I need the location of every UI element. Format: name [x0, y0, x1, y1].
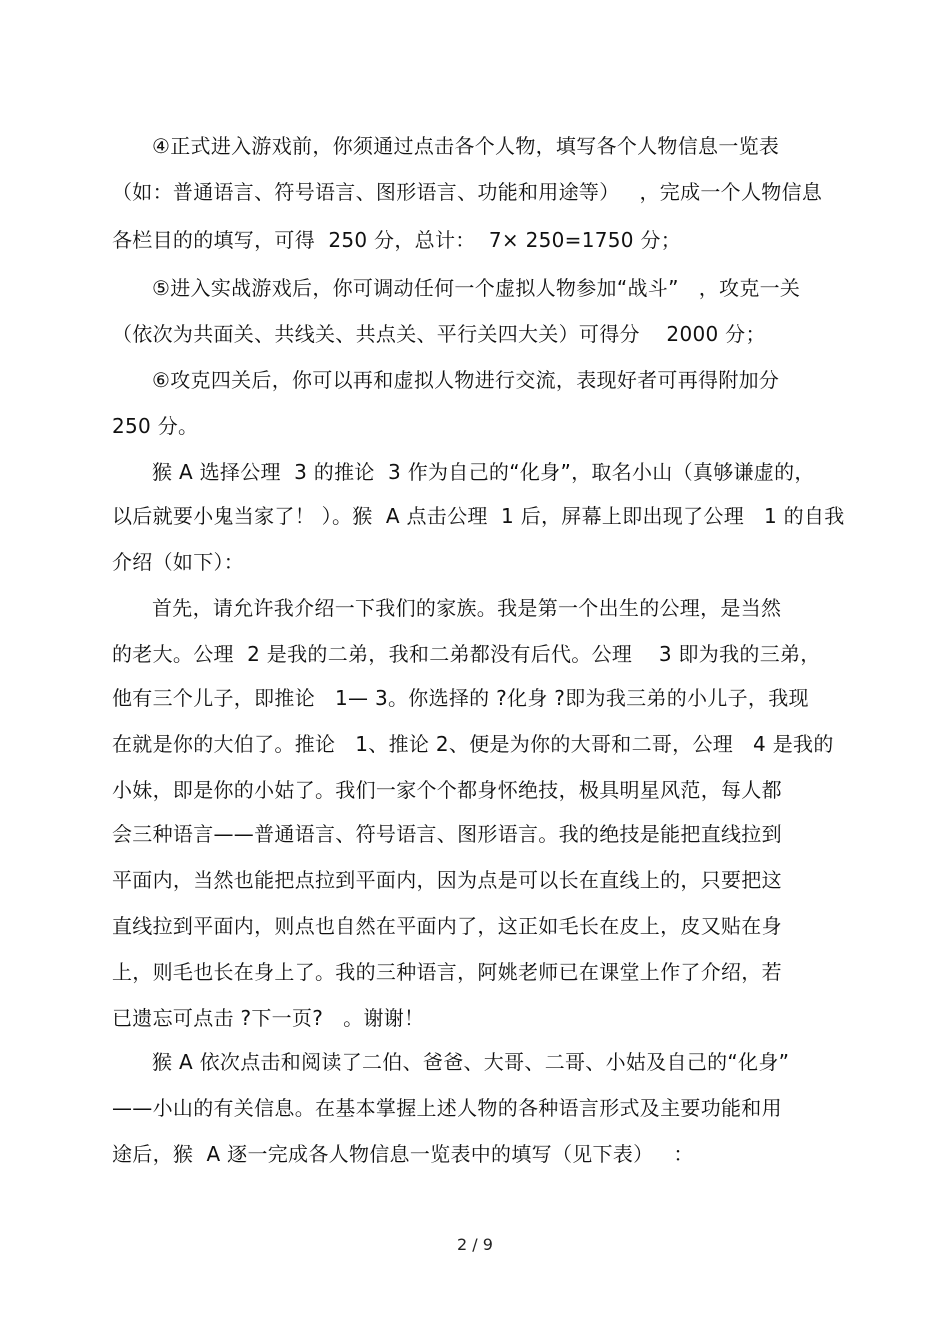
- text-line: 在就是你的大伯了。推论 1、推论 2、便是为你的大哥和二哥，公理 4 是我的: [112, 732, 834, 756]
- text-line: 猴 A 选择公理 3 的推论 3 作为自己的“化身”，取名小山（真够谦虚的，: [152, 460, 815, 484]
- text-line: 介绍（如下）：: [112, 550, 245, 574]
- text-line: 已遗忘可点击 ?下一页? 。谢谢！: [112, 1006, 425, 1030]
- text-line: ⑤进入实战游戏后，你可调动任何一个虚拟人物参加“战斗” ，攻克一关: [152, 276, 801, 300]
- text-line: 小妹，即是你的小姑了。我们一家个个都身怀绝技，极具明星风范，每人都: [112, 778, 782, 802]
- text-line: 250 分。: [112, 414, 199, 438]
- text-line: 平面内，当然也能把点拉到平面内，因为点是可以长在直线上的，只要把这: [112, 868, 782, 892]
- text-line: 直线拉到平面内，则点也自然在平面内了，这正如毛长在皮上，皮又贴在身: [112, 914, 782, 938]
- text-line: ④正式进入游戏前，你须通过点击各个人物，填写各个人物信息一览表: [152, 134, 780, 158]
- text-line: 各栏目的的填写，可得 250 分，总计： 7× 250=1750 分；: [112, 228, 682, 252]
- text-line: （如：普通语言、符号语言、图形语言、功能和用途等） ，完成一个人物信息: [112, 180, 823, 204]
- text-line: 猴 A 依次点击和阅读了二伯、爸爸、大哥、二哥、小姑及自己的“化身”: [152, 1050, 790, 1074]
- text-line: 会三种语言——普通语言、符号语言、图形语言。我的绝技是能把直线拉到: [112, 822, 782, 846]
- text-line: 途后，猴 A 逐一完成各人物信息一览表中的填写（见下表） ：: [112, 1142, 694, 1166]
- text-line: ——小山的有关信息。在基本掌握上述人物的各种语言形式及主要功能和用: [112, 1096, 782, 1120]
- text-line: （依次为共面关、共线关、共点关、平行关四大关）可得分 2000 分；: [112, 322, 766, 346]
- text-line: 他有三个儿子，即推论 1— 3。你选择的 ?化身 ?即为我三弟的小儿子，我现: [112, 686, 809, 710]
- text-line: 的老大。公理 2 是我的二弟，我和二弟都没有后代。公理 3 即为我的三弟，: [112, 642, 821, 666]
- page-number: 2 / 9: [457, 1235, 493, 1254]
- text-line: 以后就要小鬼当家了！ ）。猴 A 点击公理 1 后，屏幕上即出现了公理 1 的自我: [112, 504, 845, 528]
- text-line: 上，则毛也长在身上了。我的三种语言，阿姚老师已在课堂上作了介绍，若: [112, 960, 782, 984]
- text-line: 首先，请允许我介绍一下我们的家族。我是第一个出生的公理，是当然: [152, 596, 782, 620]
- text-line: ⑥攻克四关后，你可以再和虚拟人物进行交流，表现好者可再得附加分: [152, 368, 780, 392]
